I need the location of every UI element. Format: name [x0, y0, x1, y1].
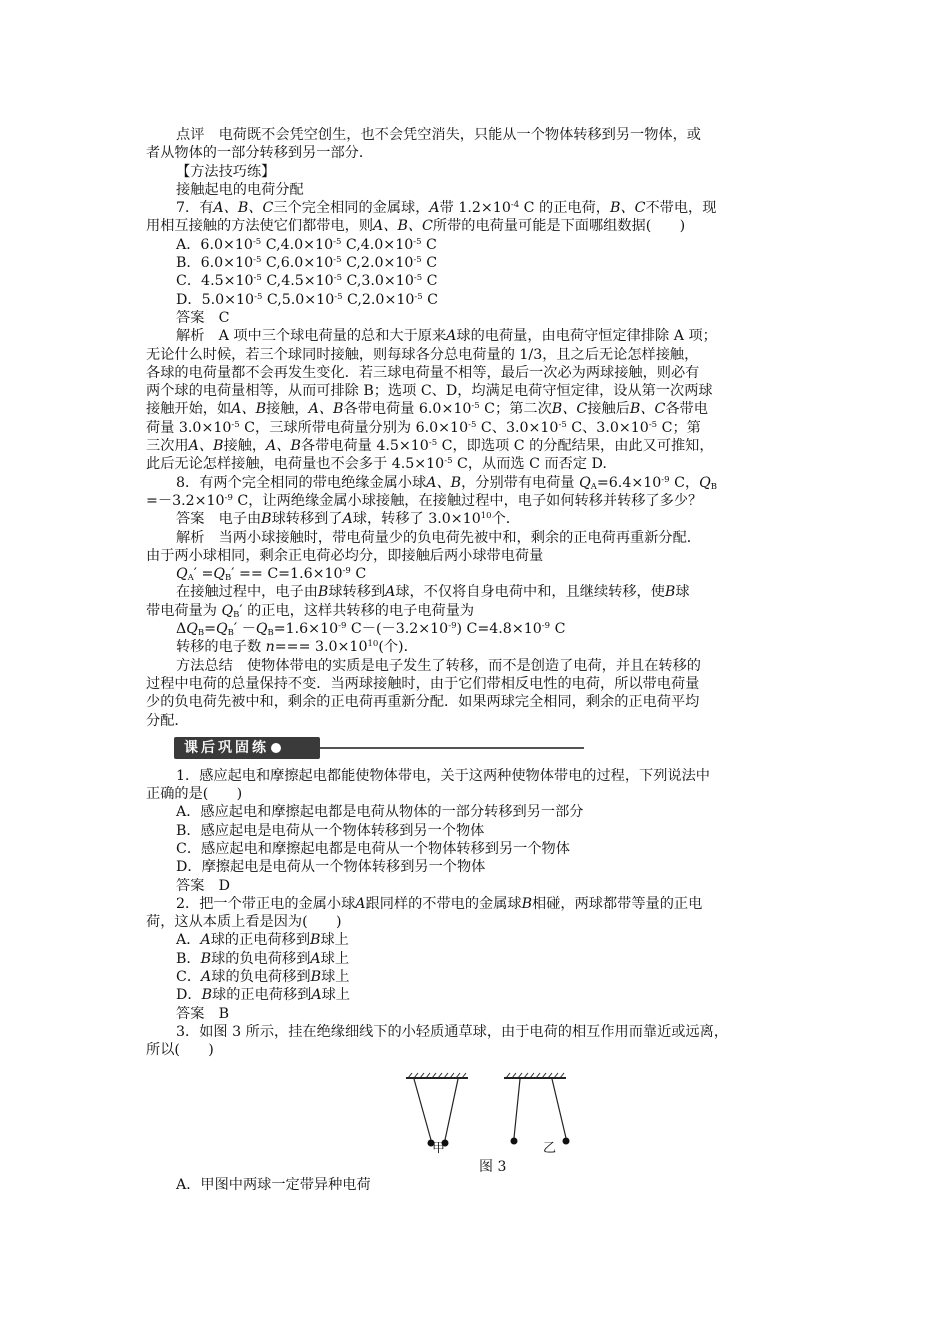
question-7: 7．有A、B、C三个完全相同的金属球，A带 $1.2\times 10^{-4}$ C 的正电荷，B、C不带电，现 用相互接触的方法使它们都带电，则A、B、C所带的电荷量可能是下面哪组数据( ): [146, 200, 717, 235]
p1-option-c[interactable]: C．感应起电和摩擦起电都是电荷从一个物体转移到另一个物体: [176, 840, 570, 857]
banner-label: 课后巩固练: [174, 737, 320, 759]
q7-answer: 答案 C: [176, 309, 230, 326]
document-page: [146, 126, 806, 1194]
right-thread-1: [514, 1079, 520, 1138]
q8-transfer-text: 在接触过程中，电子由B球转移到A球，不仅将自身电荷中和，且继续转移，使B球 带电荷量为 $Q_B'$ 的正电，这样共转移的电子电荷量为: [146, 584, 690, 620]
left-thread-2: [445, 1079, 458, 1140]
review-label: 点评: [176, 127, 205, 143]
right-ball-2: [563, 1137, 570, 1144]
q7-option-d[interactable]: D．$5.0\times 10^{-5}$ $C,5.0\times 10^{-5}$ $C,2.0\times 10^{-5}$ C: [176, 291, 439, 308]
pendulum-diagram: [146, 1062, 806, 1162]
p1-option-d[interactable]: D．摩擦起电是电荷从一个物体转移到另一个物体: [176, 859, 486, 876]
practice-question-2: 2．把一个带正电的金属小球A跟同样的不带电的金属球B相碰，两球都带等量的正电 荷，这从本质上看是因为( ): [146, 895, 703, 931]
q7-option-b[interactable]: B．$6.0\times 10^{-5}$ $C,6.0\times 10^{-5}$ $C,2.0\times 10^{-5}$ C: [176, 255, 438, 272]
q7-option-a[interactable]: A．$6.0\times 10^{-5}$ $C,4.0\times 10^{-5}$ $C,4.0\times 10^{-5}$ C: [176, 236, 437, 253]
p3-option-a[interactable]: A．甲图中两球一定带异种电荷: [176, 1176, 371, 1193]
q8-analysis: 解析 当两小球接触时，带电荷量少的负电荷先被中和，剩余的正电荷再重新分配． 由于两小球相同，剩余正电荷必均分，即接触后两小球带电荷量: [146, 529, 701, 564]
q8-equation-2: $\Delta Q_B=Q_B' -Q_B=1.6\times 10^{-9}$ $C-(-3.2\times 10^{-9})$ $C=4.8\times 10^{-9}$ C: [176, 621, 566, 639]
q8-equation-1: $Q_A' =Q_B' == C=1.6\times 10^{-9}$ C: [176, 566, 367, 584]
question-8: 8．有两个完全相同的带电绝缘金属小球A、B，分别带有电荷量 $Q_A=6.4\times 10^{-9}$ C，$Q_B$ $=-3.2\times 10^{-9}$ C，让两绝缘金属小球接触，在接触过程中，电子如何转移并转移了多少？: [146, 474, 718, 509]
q8-answer: 答案 电子由B球转移到了A球，转移了 $3.0\times 10^{10}$个．: [176, 511, 520, 528]
p1-answer: 答案 D: [176, 877, 230, 894]
banner-divider: [320, 747, 584, 749]
figure-3: [146, 1062, 806, 1174]
practice-question-1: 1．感应起电和摩擦起电都能使物体带电，关于这两种使物体带电的过程，下列说法中 正确的是( ): [146, 767, 710, 803]
p2-option-d[interactable]: D．B球的正电荷移到A球上: [176, 987, 350, 1004]
banner-dot-icon: [271, 743, 281, 753]
review-paragraph: 点评 电荷既不会凭空创生，也不会凭空消失，只能从一个物体转移到另一物体，或 者从物体的一部分转移到另一部分．: [146, 127, 701, 162]
q7-analysis: 解析 A 项中三个球电荷量的总和大于原来A球的电荷量，由电荷守恒定律排除 A 项； 无论什么时候，若三个球同时接触，则每球各分总电荷量的 1/3，且之后无论怎样接触， 各球的电荷量都不会再发生变化．若三球电荷量不相等，最后一次必为两球接触，则必有 两个球的电荷量相等，从而可排除 B；选项 C、D，均满足电荷守恒定律，设从第一次两球 接触开始，如A、B接触，A、B各带电荷量 $6.0\times 10^{-5}$ C；第二次B、C接触后B、C各带电 荷量 $3.0\times 10^{-5}$ C，三球所带电荷量分别为 $6.0\times 10^{-5}$ C、$3.0\times 10^{-5}$ C、$3.0\times 10^{-5}$ C；第 三次用A、B接触，A、B各带电荷量 $4.5\times 10^{-5}$ C，即选项 C 的分配结果，由此又可推知， 此后无论怎样接触，电荷量也不会多于 $4.5\times 10^{-5}$ C，从而选 C 而否定 D.: [146, 328, 717, 473]
p2-answer: 答案 B: [176, 1005, 229, 1022]
right-ball-1: [511, 1137, 518, 1144]
left-thread-1: [414, 1079, 431, 1140]
p1-option-b[interactable]: B．感应起电是电荷从一个物体转移到另一个物体: [176, 822, 485, 839]
section-subtitle: 接触起电的电荷分配: [176, 181, 304, 198]
p2-option-b[interactable]: B．B球的负电荷移到A球上: [176, 950, 350, 967]
figure-caption: 图 3: [479, 1158, 507, 1175]
p1-option-a[interactable]: A．感应起电和摩擦起电都是电荷从物体的一部分转移到另一部分: [176, 804, 584, 821]
q8-electron-count: 转移的电子数 $n=== 3.0\times 10^{10}$(个)．: [176, 639, 418, 656]
method-summary: 方法总结 使物体带电的实质是电子发生了转移，而不是创造了电荷，并且在转移的 过程中电荷的总量保持不变．当两球接触时，由于它们带相反电性的电荷，所以带电荷量 少的负电荷先被中和，剩余的正电荷再重新分配．如果两球完全相同，剩余的正电荷平均 分配．: [146, 657, 701, 729]
practice-question-3: 3．如图 3 所示，挂在绝缘细线下的小轻质通草球，由于电荷的相互作用而靠近或远离， 所以( ): [146, 1023, 729, 1059]
right-support: [504, 1073, 566, 1078]
right-thread-2: [552, 1079, 566, 1138]
figure-label-right: 乙: [543, 1140, 557, 1156]
figure-label-left: 甲: [432, 1140, 446, 1156]
p2-option-c[interactable]: C．A球的负电荷移到B球上: [176, 969, 350, 986]
left-support: [406, 1073, 468, 1078]
section-banner: [174, 734, 806, 762]
p2-option-a[interactable]: A．A球的正电荷移到B球上: [176, 932, 349, 949]
q7-option-c[interactable]: C．$4.5\times 10^{-5}$ $C,4.5\times 10^{-5}$ $C,3.0\times 10^{-5}$ C: [176, 273, 438, 290]
section-title: 【方法技巧练】: [176, 163, 276, 180]
